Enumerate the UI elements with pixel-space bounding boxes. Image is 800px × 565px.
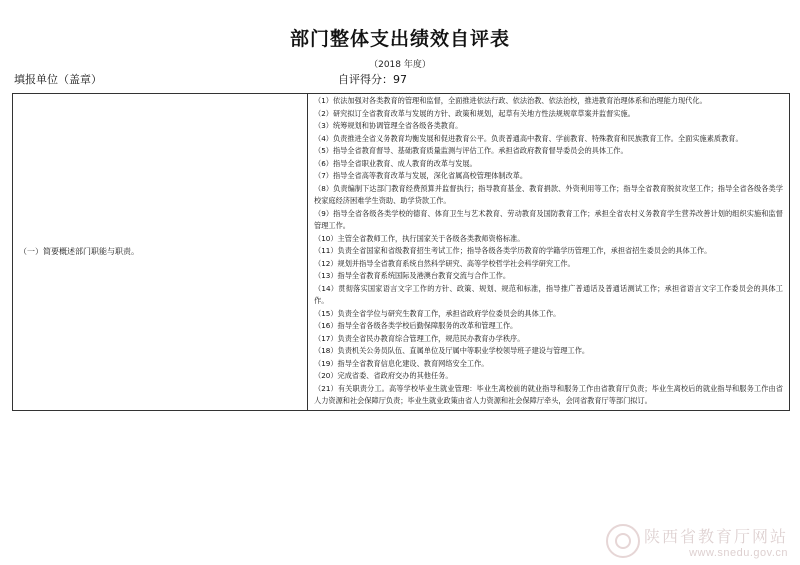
- duty-item: （9）指导全省各级各类学校的德育、体育卫生与艺术教育、劳动教育及国防教育工作；承担全省农村义务教育学生营养改善计划的组织实施和监督管理工作。: [314, 208, 783, 230]
- page-title: 部门整体支出绩效自评表: [289, 28, 510, 50]
- duty-item: （18）负责机关公务员队伍、直属单位及厅属中等职业学校领导班子建设与管理工作。: [314, 346, 590, 355]
- duty-item: （13）指导全省教育系统国际及港澳台教育交流与合作工作。: [314, 271, 511, 280]
- duty-item: （20）完成省委、省政府交办的其他任务。: [314, 371, 453, 380]
- report-year: （2018 年度）: [369, 60, 431, 70]
- duty-item: （10）主管全省教师工作，执行国家关于各级各类教师资格标准。: [314, 233, 525, 243]
- row-label-cell: [13, 94, 308, 411]
- reporting-unit-label: 填报单位（盖章）: [14, 73, 102, 86]
- duty-item: （15）负责全省学位与研究生教育工作，承担省政府学位委员会的具体工作。: [314, 308, 561, 318]
- duty-item: （7）指导全省高等教育改革与发展，深化省属高校管理体制改革。: [314, 171, 528, 180]
- evaluation-table: [12, 93, 790, 411]
- duty-item: （6）指导全省职业教育、成人教育的改革与发展。: [314, 158, 477, 168]
- duty-item: （19）指导全省教育信息化建设、教育网络安全工作。: [314, 358, 489, 368]
- duty-item: （3）统筹规划和协调管理全省各级各类教育。: [314, 121, 463, 130]
- emblem-icon: [606, 524, 640, 558]
- duty-item: （5）指导全省教育督导、基础教育质量监测与评估工作。承担省政府教育督导委员会的具体工作。: [314, 146, 628, 155]
- watermark-url: www.snedu.gov.cn: [689, 547, 788, 559]
- duty-item: （2）研究拟订全省教育改革与发展的方针、政策和规划，起草有关地方性法规规章草案并监督实施。: [314, 108, 635, 118]
- site-watermark: [644, 524, 788, 559]
- duty-item: （17）负责全省民办教育综合管理工作，规范民办教育办学秩序。: [314, 333, 525, 343]
- duty-item: （1）依法加强对各类教育的管理和监督，全面推进依法行政、依法治教、依法治校，推进教育治理体系和治理能力现代化。: [314, 96, 707, 105]
- self-evaluation-score: 自评得分：97: [338, 73, 407, 86]
- watermark-site-name: 陕西省教育厅网站: [643, 527, 788, 546]
- table-row: [13, 94, 790, 411]
- duty-item: （12）规划并指导全省教育系统自然科学研究、高等学校哲学社会科学研究工作。: [314, 258, 575, 268]
- duty-item: （8）负责编制下达部门教育经费预算并监督执行；指导教育基金、教育捐款、外资利用等工作；指导全省教育脱贫攻坚工作；指导全省各级各类学校家庭经济困难学生资助、助学贷款工作。: [314, 183, 783, 205]
- duty-item: （4）负责推进全省义务教育均衡发展和促进教育公平。负责普通高中教育、学前教育、特殊教育和民族教育工作。全面实施素质教育。: [314, 133, 743, 143]
- duty-item: （11）负责全省国家和省级教育招生考试工作；指导各级各类学历教育的学籍学历管理工作，承担省招生委员会的具体工作。: [314, 246, 712, 255]
- duty-item: （16）指导全省各级各类学校后勤保障服务的改革和管理工作。: [314, 321, 518, 330]
- row-label: （一）简要概述部门职能与职责。: [19, 247, 139, 257]
- duties-content-cell: [308, 94, 790, 411]
- duty-item: （21）有关职责分工。高等学校毕业生就业管理：毕业生离校前的就业指导和服务工作由省教育厅负责；毕业生离校后的就业指导和服务工作由省人力资源和社会保障厅负责；毕业生就业政策由省人力资源和社会保障厅牵头，会同省教育厅等部门拟订。: [314, 383, 783, 405]
- duty-item: （14）贯彻落实国家语言文字工作的方针、政策、规划、规范和标准，指导推广普通话及普通话测试工作；承担省语言文字工作委员会的具体工作。: [314, 283, 783, 305]
